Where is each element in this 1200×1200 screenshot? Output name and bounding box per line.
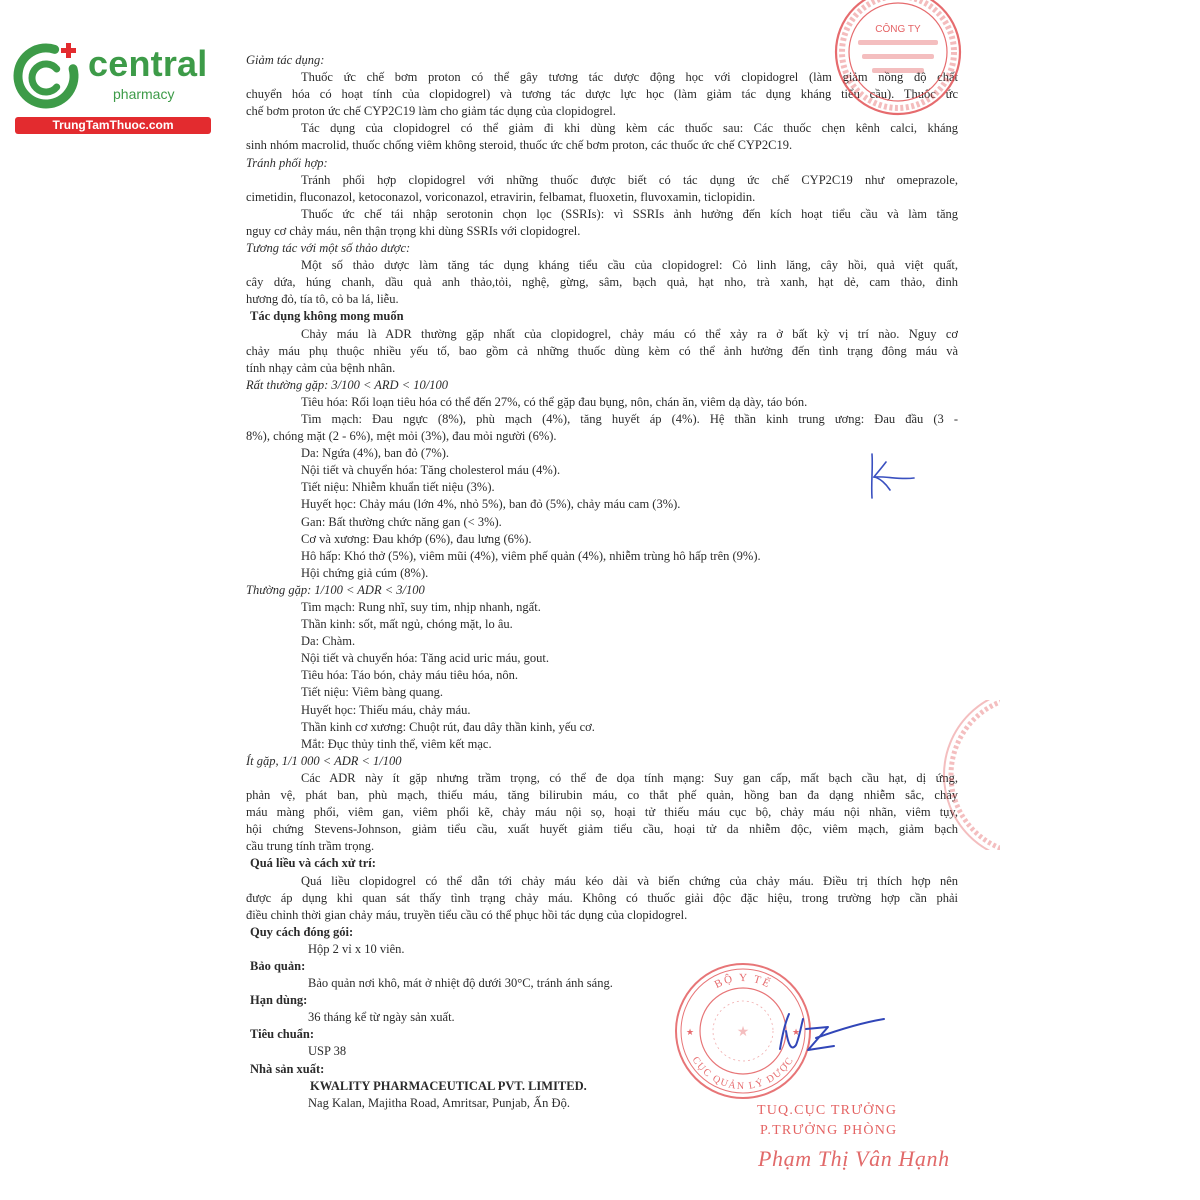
paragraph-line: tính nhạy cảm của bệnh nhân. <box>246 360 396 375</box>
brand-tagline: pharmacy <box>113 86 175 102</box>
section-heading: Quy cách đóng gói: <box>250 924 354 939</box>
paragraph-line: Hô hấp: Khó thở (5%), viêm mũi (4%), viêm phế quản (4%), nhiễm trùng hô hấp trên (9%). <box>301 548 761 563</box>
authority-stamp-top-text: BỘ Y TẾ <box>712 971 774 991</box>
section-heading: Tác dụng không mong muốn <box>250 309 404 324</box>
logo <box>0 0 230 140</box>
star-icon: ★ <box>792 1027 801 1037</box>
detail-value: Bảo quản nơi khô, mát ở nhiệt độ dưới 30°C, tránh ánh sáng. <box>308 976 613 991</box>
paragraph-line: Tiêu hóa: Táo bón, chảy máu tiêu hóa, nôn. <box>301 668 518 683</box>
paragraph-line: nguy cơ chảy máu, nên thận trọng khi dùng SSRIs với clopidogrel. <box>246 223 581 238</box>
paragraph-line: điều chỉnh thời gian chảy máu, truyền tiểu cầu có thể phục hồi tác dụng của clopidogrel. <box>246 907 688 922</box>
paragraph-line: sinh nhóm macrolid, thuốc chống viêm không steroid, thuốc ức chế bơm proton, các thuốc ức chế CYP2C19. <box>246 138 793 153</box>
paragraph-line: Gan: Bất thường chức năng gan (< 3%). <box>301 514 502 529</box>
paragraph-line: máu màng phổi, viêm gan, viêm phổi kẽ, chảy máu nội sọ, hoại tử thiếu máu cục bộ, chảy máu nội nhãn, viêm tụy, <box>246 805 958 820</box>
manufacturer-name: KWALITY PHARMACEUTICAL PVT. LIMITED. <box>310 1078 587 1093</box>
authority-stamp-bottom-text: CỤC QUẢN LÝ DƯỢC <box>689 1054 797 1093</box>
paragraph-line: Tác dụng của clopidogrel có thể giảm đi khi dùng kèm các thuốc sau: Các thuốc chẹn kênh calci, kháng <box>301 121 958 136</box>
detail-value: USP 38 <box>308 1044 347 1059</box>
signature <box>768 1005 888 1065</box>
website-banner: TrungTamThuoc.com <box>15 117 211 134</box>
section-heading: Nhà sản xuất: <box>250 1061 325 1076</box>
paragraph-line: Các ADR này ít gặp nhưng trầm trọng, có thể đe dọa tính mạng: Suy gan cấp, mất bạch cầu hạt, dị ứng, <box>301 770 958 785</box>
paragraph-line: Tiêu hóa: Rối loạn tiêu hóa có thể đến 27%, có thể gặp đau bụng, nôn, chán ăn, viêm dạ dày, táo bón. <box>301 394 808 409</box>
section-heading: Hạn dùng: <box>250 993 308 1008</box>
paragraph-line: Thuốc ức chế bơm proton có thể gây tương tác dược động học với clopidogrel (làm giảm nồng độ chất <box>301 70 958 85</box>
paragraph-line: Cơ và xương: Đau khớp (6%), đau lưng (6%). <box>301 531 532 546</box>
star-icon: ★ <box>686 1027 695 1037</box>
approval-title: TUQ.CỤC TRƯỞNG <box>757 1103 898 1118</box>
paragraph-line: Chảy máu là ADR thường gặp nhất của clopidogrel, chảy máu có thể xảy ra ở bất kỳ vị trí nào. Nguy cơ <box>301 326 958 341</box>
paragraph-line: Huyết học: Chảy máu (lớn 4%, nhỏ 5%), ban đỏ (5%), chảy máu cam (3%). <box>301 497 681 512</box>
paragraph-line: cây dứa, húng chanh, dầu quả anh thảo,tỏi, nghệ, gừng, sâm, bạch quả, hạt nho, trà xanh, hạt dẻ, cam thảo, đinh <box>246 275 958 290</box>
paragraph-line: Tiết niệu: Viêm bàng quang. <box>301 685 443 700</box>
partial-stamp-arc <box>938 700 1000 850</box>
paragraph-line: chuyển hóa có hoạt tính của clopidogrel) và tương tác dược lực học (làm giảm tác dụng kháng tiểu cầu). Thuốc ức <box>246 87 958 102</box>
paragraph-line: cimetidin, fluconazol, ketoconazol, voriconazol, etravirin, felbamat, fluoxetin, fluvoxamin, ticlopidin. <box>246 189 756 204</box>
paragraph-line: Tim mạch: Rung nhĩ, suy tim, nhịp nhanh, ngất. <box>301 600 541 614</box>
section-subheading: Tương tác với một số thảo dược: <box>246 241 411 256</box>
paragraph-line: Mắt: Đục thủy tinh thể, viêm kết mạc. <box>301 736 492 751</box>
brand-name: central <box>88 43 208 84</box>
paragraph-line: hương đỏ, tía tô, cỏ ba lá, liễu. <box>246 292 399 307</box>
paragraph-line: Da: Ngứa (4%), ban đỏ (7%). <box>301 446 450 461</box>
section-subheading: Giảm tác dụng: <box>246 53 325 67</box>
paragraph-line: Huyết học: Thiếu máu, chảy máu. <box>301 702 471 717</box>
paragraph-line: Tránh phối hợp clopidogrel với những thuốc được biết có tác dụng ức chế CYP2C19 như omeprazole, <box>301 172 958 187</box>
signatory-name: Phạm Thị Vân Hạnh <box>758 1146 950 1171</box>
paragraph-line: Nội tiết và chuyển hóa: Tăng cholesterol máu (4%). <box>301 463 561 478</box>
paragraph-line: Tiết niệu: Nhiễm khuẩn tiết niệu (3%). <box>301 480 495 495</box>
pharmacy-cross-c-icon <box>8 36 88 116</box>
paragraph-line: Da: Chàm. <box>301 634 356 649</box>
approval-subtitle: P.TRƯỞNG PHÒNG <box>760 1123 898 1138</box>
section-subheading: Thường gặp: 1/100 < ADR < 3/100 <box>246 582 425 597</box>
section-heading: Bảo quản: <box>250 958 306 973</box>
paragraph-line: Nội tiết và chuyển hóa: Tăng acid uric máu, gout. <box>301 651 549 666</box>
initials-mark <box>856 450 918 502</box>
paragraph-line: chảy máu phụ thuộc nhiều yếu tố, bao gồm cả những thuốc dùng kèm có thể ảnh hưởng đến tình trạng đông máu và <box>246 343 958 358</box>
section-heading: Quá liều và cách xử trí: <box>250 856 376 871</box>
section-heading: Tiêu chuẩn: <box>250 1027 315 1042</box>
detail-value: Nag Kalan, Majitha Road, Amritsar, Punjab, Ấn Độ. <box>308 1095 570 1110</box>
paragraph-line: Thần kinh: sốt, mất ngủ, chóng mặt, lo âu. <box>301 617 513 632</box>
paragraph-line: Thuốc ức chế tái nhập serotonin chọn lọc (SSRIs): vì SSRIs ảnh hưởng đến kích hoạt tiểu cầu và làm tăng <box>301 206 958 221</box>
company-stamp <box>828 0 968 128</box>
paragraph-line: phản vệ, phát ban, phù mạch, thiếu máu, tăng bilirubin máu, co thắt phế quản, hồng ban đa dạng nhiễm sắc, chảy <box>246 788 958 803</box>
leaflet-text <box>246 52 958 1112</box>
paragraph-line: Tim mạch: Đau ngực (8%), phù mạch (4%), tăng huyết áp (4%). Hệ thần kinh trung ương: Đau đầu (3 - <box>301 411 958 426</box>
emblem-icon: ★ <box>736 1025 750 1040</box>
paragraph-line: chế bơm proton ức chế CYP2C19 làm cho giảm tác dụng của clopidogrel. <box>246 104 616 119</box>
paragraph-line: Hội chứng giả cúm (8%). <box>301 565 429 580</box>
paragraph-line: được áp dụng khi quan sát thấy tình trạng chảy máu. Không có thuốc giải độc đặc hiệu, trong trường hợp cần phải <box>246 890 958 905</box>
paragraph-line: hội chứng Stevens-Johnson, giảm tiểu cầu, xuất huyết giảm tiểu cầu, hoại tử da nhiễm độc, viêm mạch, giảm bạch <box>246 822 958 837</box>
paragraph-line: Quá liều clopidogrel có thể dẫn tới chảy máu kéo dài và biến chứng của chảy máu. Điều trị thích hợp nên <box>301 873 958 888</box>
section-subheading: Tránh phối hợp: <box>246 155 328 170</box>
detail-value: Hộp 2 vỉ x 10 viên. <box>308 941 405 956</box>
paragraph-line: cầu trung tính trầm trọng. <box>246 839 375 854</box>
paragraph-line: Thần kinh cơ xương: Chuột rút, đau dây thần kinh, yếu cơ. <box>301 719 595 734</box>
section-subheading: Rất thường gặp: 3/100 < ARD < 10/100 <box>246 377 448 392</box>
detail-value: 36 tháng kể từ ngày sản xuất. <box>308 1010 455 1025</box>
paragraph-line: Một số thảo dược làm tăng tác dụng kháng tiểu cầu của clopidogrel: Cỏ linh lăng, cây hồi, quả việt quất, <box>301 258 958 273</box>
paragraph-line: 8%), chóng mặt (2 - 6%), mệt mỏi (3%), đau mỏi người (6%). <box>246 429 557 444</box>
section-subheading: Ít gặp, 1/1 000 < ADR < 1/100 <box>246 753 402 768</box>
company-stamp-text: CÔNG TY <box>875 24 921 35</box>
